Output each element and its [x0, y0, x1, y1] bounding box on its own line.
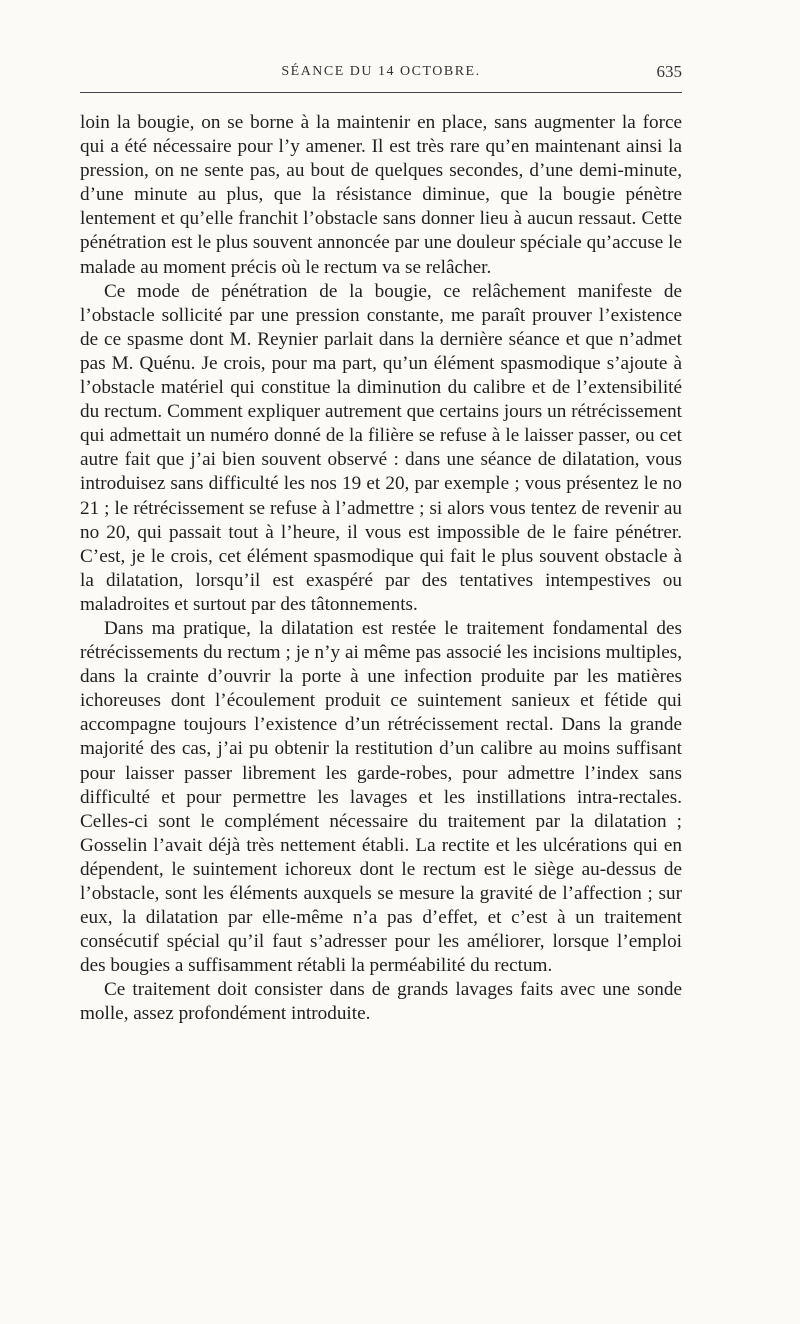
running-title: SÉANCE DU 14 OCTOBRE. — [281, 64, 481, 79]
page-number: 635 — [656, 62, 682, 81]
paragraph: Ce mode de pénétration de la bougie, ce relâchement manifeste de l’obstacle sollicité par une pression constante, me paraît prouver l’existence de ce spasme dont M. Reynier parlait dans la dernière séance et que n’admet pas M. Quénu. Je crois, pour ma part, qu’un élément spasmodique s’ajoute à l’obstacle matériel qui constitue la diminution du calibre et de l’extensibilité du rectum. Comment expliquer autrement que certains jours un rétrécissement qui admettait un numéro donné de la filière se refuse à le laisser passer, ou cet autre fait que j’ai bien souvent observé : dans une séance de dilatation, vous introduisez sans difficulté les nos 19 et 20, par exemple ; vous présentez le no 21 ; le rétrécissement se refuse à l’admettre ; si alors vous tentez de revenir au no 20, qui passait tout à l’heure, il vous est impossible de le faire pénétrer. C’est, je le crois, cet élément spasmodique qui fait le plus souvent obstacle à la dilatation, lorsqu’il est exaspéré par des tentatives intempestives ou maladroites et surtout par des tâtonnements. — [80, 280, 682, 615]
header-rule — [80, 92, 682, 93]
paragraph: Ce traitement doit consister dans de grands lavages faits avec une sonde molle, assez profondément introduite. — [80, 979, 682, 1025]
paragraph: Dans ma pratique, la dilatation est restée le traitement fondamental des rétrécissements du rectum ; je n’y ai même pas associé les incisions multiples, dans la crainte d’ouvrir la porte à une infection produite par les matières ichoreuses dont l’écoulement produit ce suintement sanieux et fétide qui accompagne toujours l’existence d’un rétrécissement rectal. Dans la grande majorité des cas, j’ai pu obtenir la restitution d’un calibre au moins suffisant pour laisser passer librement les garde-robes, pour admettre l’index sans difficulté et pour permettre les lavages et les instillations intra-rectales. Celles-ci sont le complément nécessaire du traitement par la dilatation ; Gosselin l’avait déjà très nettement établi. La rectite et les ulcérations qui en dépendent, le suintement ichoreux dont le rectum est le siège au-dessus de l’obstacle, sont les éléments auxquels se mesure la gravité de l’affection ; sur eux, la dilatation par elle-même n’a pas d’effet, et c’est à un traitement consécutif spécial qu’il faut s’adresser pour les améliorer, lorsque l’emploi des bougies a suffisamment rétabli la perméabilité du rectum. — [80, 617, 682, 977]
body-text — [80, 111, 682, 1027]
paragraph-continued: loin la bougie, on se borne à la maintenir en place, sans augmenter la force qui a été nécessaire pour l’y amener. Il est très rare qu’en maintenant ainsi la pression, on ne sente pas, au bout de quelques secondes, d’une demi-minute, d’une minute au plus, que la résistance diminue, que la bougie pénètre lentement et qu’elle franchit l’obstacle sans donner lieu à aucun ressaut. Cette pénétration est le plus souvent annoncée par une douleur spéciale qu’accuse le malade au moment précis où le rectum va se relâcher. — [80, 112, 682, 278]
running-header — [80, 60, 682, 88]
